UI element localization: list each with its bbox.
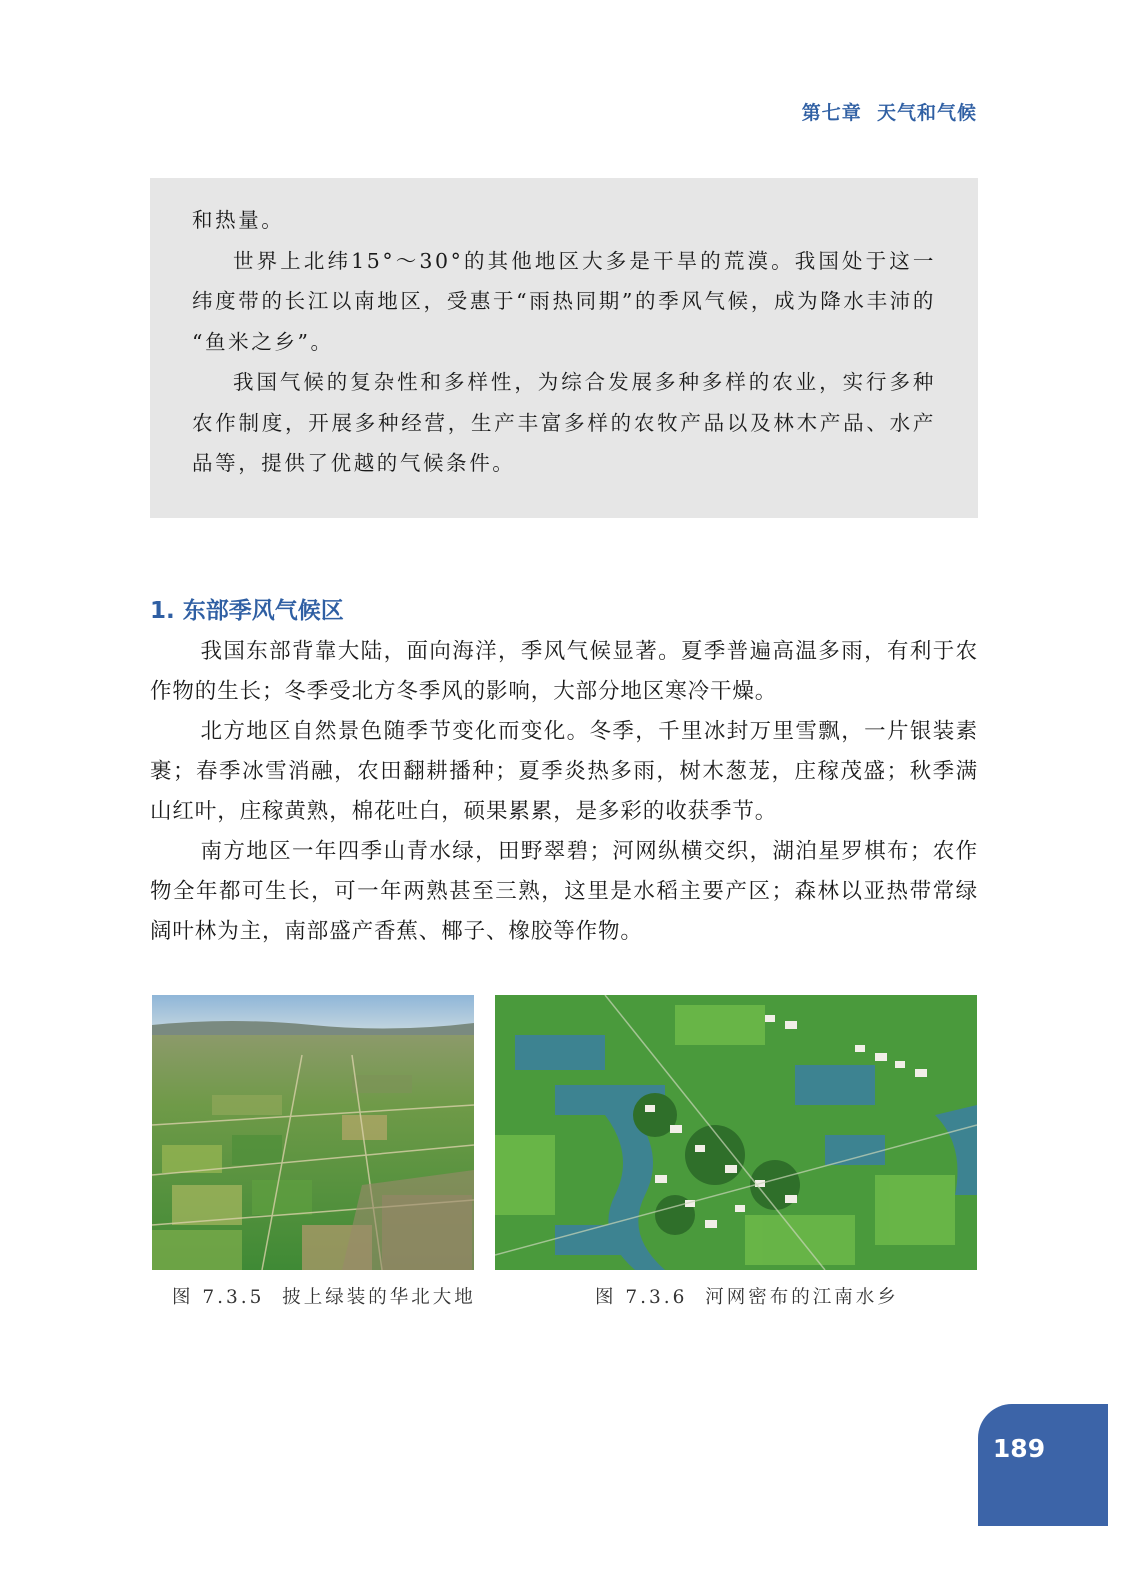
box-line: 和热量。 [192, 208, 285, 232]
body-paragraph: 南方地区一年四季山青水绿，田野翠碧；河网纵横交织，湖泊星罗棋布；农作物全年都可生长，可一年两熟甚至三熟，这里是水稻主要产区；森林以亚热带常绿阔叶林为主，南部盛产香蕉、椰子、橡胶等作物。 [150, 839, 978, 944]
running-header [802, 98, 977, 125]
box-line: “鱼米之乡”。 [192, 329, 334, 354]
figure-caption-2 [595, 1283, 899, 1309]
section-body [150, 632, 978, 952]
body-paragraph: 我国东部背靠大陆，面向海洋，季风气候显著。夏季普遍高温多雨，有利于农作物的生长；冬季受北方冬季风的影响，大部分地区寒冷干燥。 [150, 639, 978, 704]
figure-caption-1 [172, 1283, 476, 1309]
chapter-title: 天气和气候 [876, 102, 977, 124]
page-number: 189 [992, 1434, 1046, 1463]
figure-title: 披上绿装的华北大地 [282, 1287, 476, 1308]
section-title: 1. 东部季风气候区 [150, 598, 344, 624]
figure-number: 图 7.3.5 [172, 1287, 265, 1308]
box-line: 我国气候的复杂性和多样性，为综合发展多种多样的农业，实行多种 [233, 370, 936, 394]
box-line: 品等，提供了优越的气候条件。 [192, 451, 516, 475]
figure-title: 河网密布的江南水乡 [705, 1287, 899, 1308]
north-china-plain-photo [152, 995, 474, 1270]
jiangnan-water-village-photo [495, 995, 977, 1270]
box-line: 世界上北纬15°～30°的其他地区大多是干旱的荒漠。我国处于这一 [233, 248, 936, 273]
figure-number: 图 7.3.6 [595, 1287, 688, 1308]
chapter-number: 第七章 [801, 102, 862, 124]
box-line: 纬度带的长江以南地区，受惠于“雨热同期”的季风气候，成为降水丰沛的 [192, 289, 936, 313]
highlight-box [150, 178, 978, 518]
box-line: 农作制度，开展多种经营，生产丰富多样的农牧产品以及林木产品、水产 [192, 410, 936, 435]
body-paragraph: 北方地区自然景色随季节变化而变化。冬季，千里冰封万里雪飘，一片银装素裹；春季冰雪消融，农田翻耕播种；夏季炎热多雨，树木葱茏，庄稼茂盛；秋季满山红叶，庄稼黄熟，棉花吐白，硕果累累，是多彩的收获季节。 [150, 719, 978, 824]
page-number-tab [978, 1404, 1108, 1526]
